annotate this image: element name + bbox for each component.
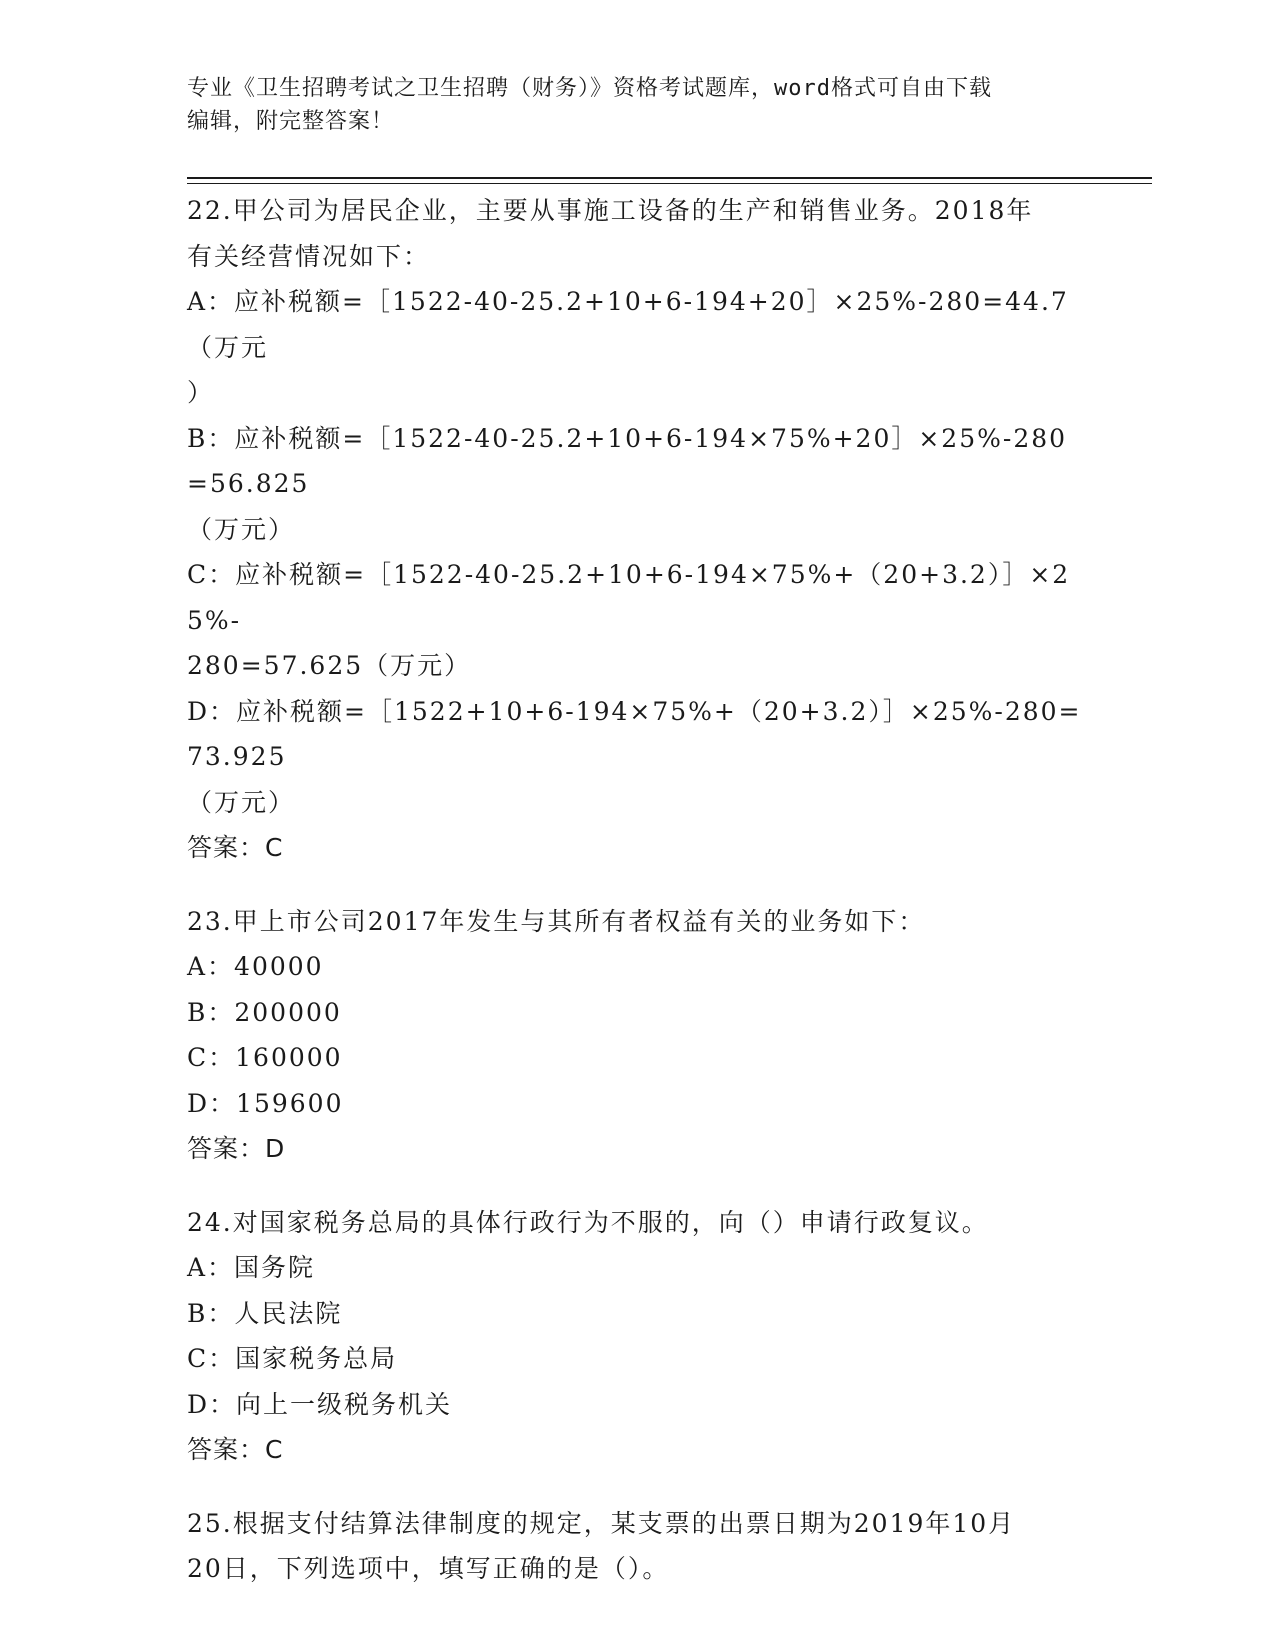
answer-label: 答案：C	[187, 1435, 284, 1464]
option-b-line: B：应补税额=［1522-40-25.2+10+6-194×75%+20］×25%-280=56.825	[187, 423, 1068, 498]
question-23	[187, 899, 1087, 1172]
option-d-line: D：向上一级税务机关	[187, 1389, 453, 1419]
option-c-line: 280=57.625（万元）	[187, 651, 472, 680]
question-stem-line: 20日，下列选项中，填写正确的是（）。	[187, 1554, 670, 1583]
option-d-line: D：159600	[187, 1088, 344, 1118]
option-d-line: D：应补税额=［1522+10+6-194×75%+（20+3.2）］×25%-280=73.925	[187, 696, 1082, 771]
option-a-line: A：40000	[187, 952, 324, 981]
option-c-line: C：国家税务总局	[187, 1344, 398, 1373]
option-b-line: （万元）	[187, 514, 296, 544]
header-divider-thick	[187, 177, 1152, 179]
question-stem-line: 22.甲公司为居民企业，主要从事施工设备的生产和销售业务。2018年	[187, 196, 1034, 225]
option-a-line: ）	[187, 378, 215, 407]
question-22	[187, 188, 1087, 871]
question-25	[187, 1501, 1087, 1592]
question-24	[187, 1200, 1087, 1473]
question-stem-line: 有关经营情况如下：	[187, 241, 431, 271]
header-divider-thin	[187, 183, 1152, 184]
option-c-line: C：160000	[187, 1043, 343, 1072]
question-stem-line: 24.对国家税务总局的具体行政行为不服的，向（）申请行政复议。	[187, 1207, 989, 1237]
option-c-line: C：应补税额=［1522-40-25.2+10+6-194×75%+（20+3.2）］×25%-	[187, 560, 1071, 635]
option-a-line: A：国务院	[187, 1253, 316, 1282]
option-b-line: B：200000	[187, 997, 342, 1027]
header-line-2: 编辑，附完整答案！	[187, 109, 395, 134]
document-header	[187, 72, 1087, 138]
header-line-1: 专业《卫生招聘考试之卫生招聘（财务）》资格考试题库，word格式可自由下载	[187, 76, 992, 101]
option-d-line: （万元）	[187, 787, 296, 817]
option-a-line: A：应补税额=［1522-40-25.2+10+6-194+20］×25%-280=44.7（万元	[187, 287, 1069, 362]
question-stem-line: 23.甲上市公司2017年发生与其所有者权益有关的业务如下：	[187, 906, 926, 936]
question-list	[187, 188, 1087, 1620]
answer-label: 答案：D	[187, 1134, 286, 1163]
option-b-line: B：人民法院	[187, 1298, 343, 1328]
question-stem-line: 25.根据支付结算法律制度的规定，某支票的出票日期为2019年10月	[187, 1508, 1016, 1538]
answer-label: 答案：C	[187, 833, 284, 862]
